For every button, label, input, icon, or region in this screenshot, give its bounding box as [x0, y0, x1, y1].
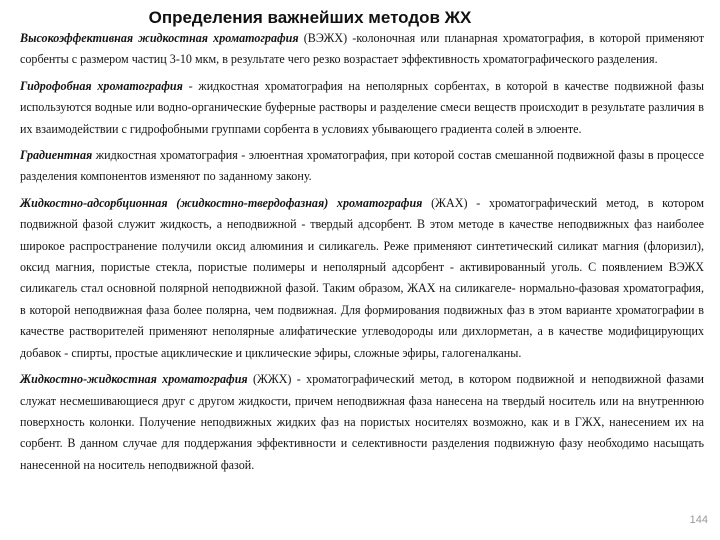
- definition-paragraph: [20, 193, 704, 364]
- definition-paragraph: [20, 369, 704, 476]
- definition-term: Жидкостно-жидкостная хроматография: [20, 372, 248, 387]
- definition-paragraph: [20, 76, 704, 140]
- definition-term: Высокоэффективная жидкостная хроматография: [20, 31, 299, 45]
- definition-paragraph: [20, 28, 704, 71]
- definition-text: (ЖЖХ) - хроматографический метод, в котором подвижной и неподвижной фазами служат несмешивающиеся друг с другом жидкости, причем неподвижная фаза нанесена на твердый носитель или на внутреннюю поверхность колонки. Получение неподвижных жидких фаз на пористых носителях возможно, как и в ГЖХ, нанесением их на сорбент. В данном случае для поддержания эффективности и селективности разделения подвижную фазу необходимо насыщать нанесенной на носитель неподвижной фазой.: [20, 372, 704, 472]
- definition-paragraph: [20, 145, 704, 188]
- definition-text: (ЖАХ) - хроматографический метод, в котором подвижной фазой служит жидкость, а неподвижной - твердый адсорбент. В этом методе в качестве неподвижных фаз наиболее широкое распространение получили оксид алюминия и силикагель. Реже применяют синтетический силикат магния (флоризил), оксид магния, пористые стекла, пористые полимеры и неполярный адсорбент - активированный уголь. С появлением ВЭЖХ силикагель стал основной полярной неподвижной фазой. Таким образом, ЖАХ на силикагеле- нормально-фазовая хроматография, в которой неподвижная фаза более полярна, чем подвижная. Для формирования подвижных фаз в этом варианте хроматографии в качестве растворителей применяют неполярные алифатические углеводороды или дихлорметан, а в качестве модифицирующих добавок - спирты, простые ациклические и циклические эфиры, сложные эфиры, галогеналканы.: [20, 195, 704, 360]
- page-title: Определения важнейших методов ЖХ: [148, 8, 472, 27]
- definition-term: Жидкостно-адсорбционная (жидкостно-твердофазная) хроматография: [20, 195, 423, 210]
- definition-text: (ВЭЖХ) -колоночная или планарная хроматография, в которой применяют сорбенты с размером частиц 3-10 мкм, в результате чего резко возрастает эффективность хроматографического разделения.: [20, 31, 704, 67]
- definition-text: - жидкостная хроматография на неполярных сорбентах, в которой в качестве подвижной фазы используются водные или водно-органические буферные растворы и разделение смеси веществ происходит в результате различия в их взаимодействии с гидрофобными группами сорбента в условиях убывающего градиента солей в элюенте.: [20, 78, 705, 136]
- page-number: 144: [689, 514, 708, 526]
- definition-text: жидкостная хроматография - элюентная хроматография, при которой состав смешанной подвижной фазы в процессе разделения компонентов изменяют по заданному закону.: [20, 148, 704, 184]
- definitions-text: [20, 28, 704, 481]
- definition-term: Гидрофобная хроматография: [20, 78, 183, 93]
- definition-term: Градиентная: [20, 148, 93, 163]
